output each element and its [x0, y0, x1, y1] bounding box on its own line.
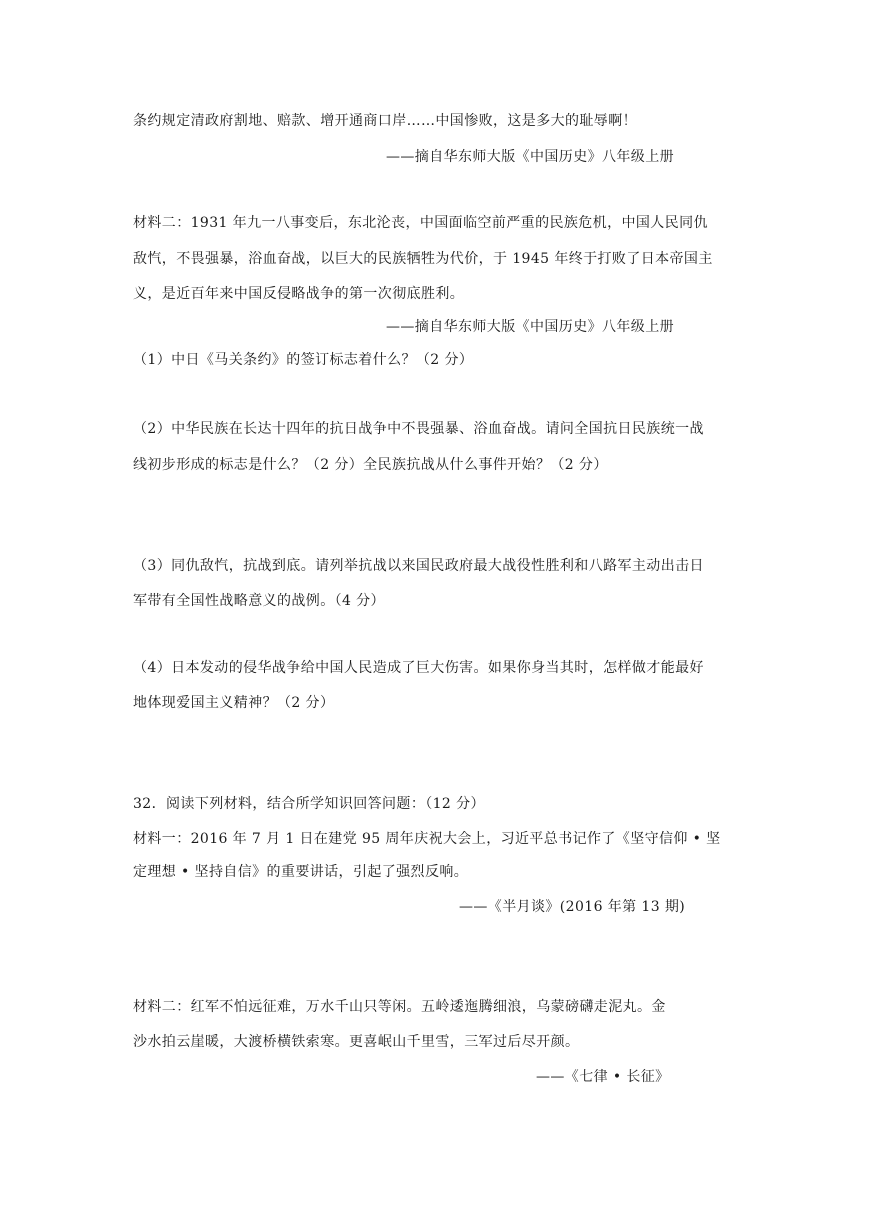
question-4-line-2: 地体现爱国主义精神？（2 分）: [133, 695, 335, 711]
material-2-line-2: 敌忾，不畏强暴，浴血奋战，以巨大的民族牺牲为代价，于 1945 年终于打败了日本帝国主: [133, 251, 713, 267]
question-2-line-2: 线初步形成的标志是什么？（2 分）全民族抗战从什么事件开始？（2 分）: [133, 457, 608, 473]
material-2-line-3: 义，是近百年来中国反侵略战争的第一次彻底胜利。: [133, 286, 465, 302]
question-3-line-1: （3）同仇敌忾，抗战到底。请列举抗战以来国民政府最大战役性胜利和八路军主动出击日: [133, 558, 704, 574]
material-1-source: ——摘自华东师大版《中国历史》八年级上册: [386, 149, 674, 165]
q32-material-2-line-1: 材料二：红军不怕远征难，万水千山只等闲。五岭逶迤腾细浪，乌蒙磅礴走泥丸。金: [133, 999, 666, 1015]
material-2-source: ——摘自华东师大版《中国历史》八年级上册: [386, 319, 674, 335]
q32-material-1-source: ——《半月谈》(2016 年第 13 期): [459, 899, 686, 915]
q32-material-1-line-2: 定理想 • 坚持自信》的重要讲话，引起了强烈反响。: [133, 864, 469, 880]
question-2-line-1: （2）中华民族在长达十四年的抗日战争中不畏强暴、浴血奋战。请问全国抗日民族统一战: [133, 421, 704, 437]
material-1-tail: 条约规定清政府割地、赔款、增开通商口岸……中国惨败，这是多大的耻辱啊！: [133, 113, 637, 129]
question-32-heading: 32．阅读下列材料，结合所学知识回答问题：（12 分）: [133, 796, 485, 812]
material-2-line-1: 材料二：1931 年九一八事变后，东北沦丧，中国面临空前严重的民族危机，中国人民同仇: [133, 215, 708, 231]
question-3-line-2: 军带有全国性战略意义的战例。（4 分）: [133, 593, 385, 609]
q32-material-2-source: ——《七律 • 长征》: [536, 1069, 670, 1085]
q32-material-1-line-1: 材料一：2016 年 7 月 1 日在建党 95 周年庆祝大会上，习近平总书记作了《坚守信仰 • 坚: [133, 831, 721, 847]
question-4-line-1: （4）日本发动的侵华战争给中国人民造成了巨大伤害。如果你身当其时，怎样做才能最好: [133, 660, 704, 676]
question-1: （1）中日《马关条约》的签订标志着什么？（2 分）: [133, 352, 474, 368]
q32-material-2-line-2: 沙水拍云崖暖，大渡桥横铁索寒。更喜岷山千里雪，三军过后尽开颜。: [133, 1034, 580, 1050]
